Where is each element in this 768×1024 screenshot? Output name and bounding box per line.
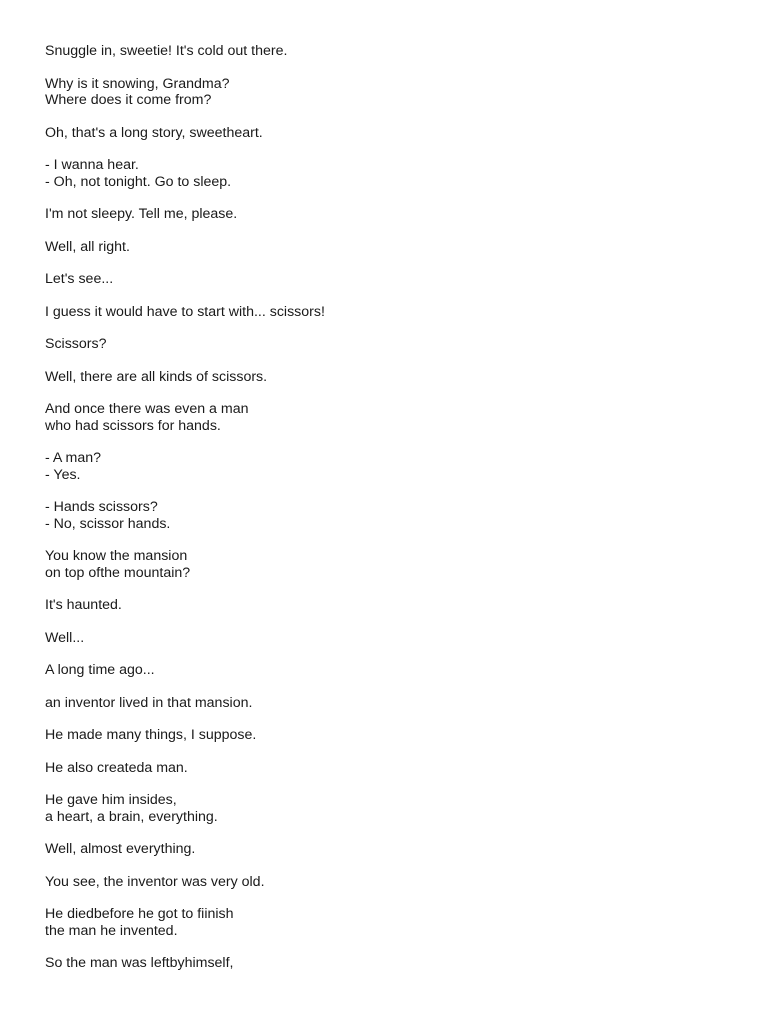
paragraph: Scissors? bbox=[45, 336, 107, 352]
paragraph: He also createda man. bbox=[45, 759, 188, 776]
paragraph: He made many things, I suppose. bbox=[45, 727, 257, 743]
paragraph: He gave him insides, a heart, a brain, everything. bbox=[45, 792, 218, 825]
paragraph: Snuggle in, sweetie! It's cold out there. bbox=[45, 43, 288, 59]
paragraph: Well... bbox=[45, 629, 85, 646]
paragraph: Let's see... bbox=[45, 271, 114, 287]
paragraph: And once there was even a man who had scissors for hands. bbox=[45, 401, 249, 434]
paragraph: It's haunted. bbox=[45, 597, 122, 613]
paragraph: I guess it would have to start with... scissors! bbox=[45, 303, 325, 320]
document-page bbox=[45, 43, 725, 988]
paragraph: Well, almost everything. bbox=[45, 841, 196, 857]
paragraph: So the man was leftbyhimself, bbox=[45, 955, 234, 971]
paragraph: - I wanna hear. - Oh, not tonight. Go to sleep. bbox=[45, 157, 232, 190]
paragraph: Why is it snowing, Grandma? Where does it come from? bbox=[45, 75, 230, 108]
paragraph: You know the mansion on top ofthe mountain? bbox=[45, 548, 191, 581]
paragraph: I'm not sleepy. Tell me, please. bbox=[45, 206, 238, 222]
paragraph: A long time ago... bbox=[45, 662, 155, 678]
paragraph: Well, there are all kinds of scissors. bbox=[45, 368, 268, 385]
paragraph: Oh, that's a long story, sweetheart. bbox=[45, 124, 263, 141]
paragraph: You see, the inventor was very old. bbox=[45, 873, 265, 890]
paragraph: - Hands scissors? - No, scissor hands. bbox=[45, 499, 171, 532]
paragraph: He diedbefore he got to fiinish the man he invented. bbox=[45, 906, 234, 939]
paragraph: an inventor lived in that mansion. bbox=[45, 694, 253, 711]
paragraph: - A man? - Yes. bbox=[45, 450, 101, 483]
paragraph: Well, all right. bbox=[45, 238, 130, 255]
